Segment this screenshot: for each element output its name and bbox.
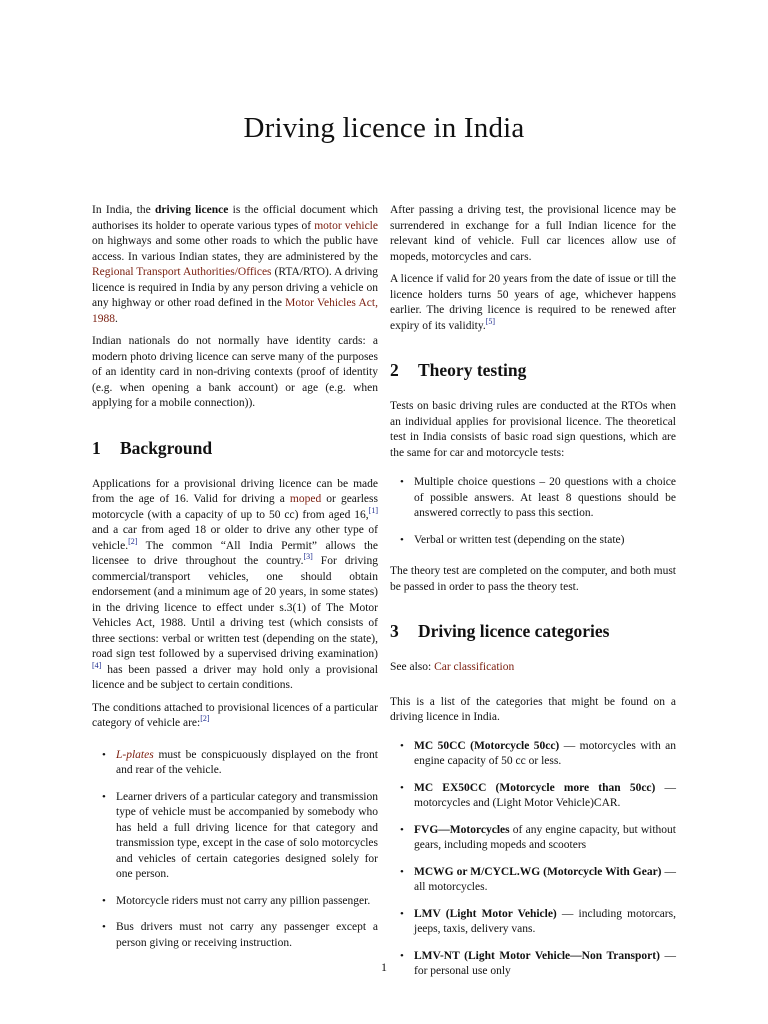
text-run: of any engine capacity, but without gears, including mopeds and scooters bbox=[414, 823, 676, 851]
section-number: 2 bbox=[390, 360, 399, 380]
left-column bbox=[92, 203, 378, 962]
see-also-label: See also: bbox=[390, 661, 435, 673]
section-title: Theory testing bbox=[418, 360, 527, 380]
citation-2[interactable]: [2] bbox=[128, 536, 138, 546]
category-code: MC EX50CC (Motorcycle more than 50cc) bbox=[414, 781, 656, 794]
link-moped[interactable]: moped bbox=[289, 493, 322, 505]
section-title: Background bbox=[120, 437, 213, 458]
category-code: LMV (Light Motor Vehicle) bbox=[414, 907, 557, 920]
page-number: 1 bbox=[381, 960, 387, 974]
licence-categories-list bbox=[390, 739, 676, 980]
text-run: and a car from aged 18 or older to drive any other type of vehicle. bbox=[92, 524, 378, 552]
intro-paragraph-2: Indian nationals do not normally have identity cards: a modern photo driving licence can serve many of the purposes of an identity card in non-driving contexts (proof of identity (e.g. when opening a bank account) or age (e.g. when applying for a mobile connection)). bbox=[92, 335, 378, 409]
text-run: must be conspicuously displayed on the front and rear of the vehicle. bbox=[116, 748, 378, 776]
provisional-conditions-list bbox=[92, 748, 378, 952]
list-item bbox=[414, 823, 676, 854]
section-number: 1 bbox=[92, 437, 101, 458]
text-run: Applications for a provisional driving licence can be made from the age of 16. Valid for driving a bbox=[92, 477, 378, 505]
list-item bbox=[414, 739, 676, 770]
text-run: — motorcycles and (Light Motor Vehicle)CAR. bbox=[414, 781, 676, 809]
link-regional-transport[interactable]: Regional Transport Authorities/Offices bbox=[92, 266, 272, 278]
text-run: — all motorcycles. bbox=[414, 865, 676, 893]
intro-paragraph-1 bbox=[92, 203, 378, 327]
text-run: — motorcycles with an engine capacity of 50 cc or less. bbox=[414, 739, 676, 767]
page-title: Driving licence in India bbox=[243, 112, 525, 144]
citation-3[interactable]: [3] bbox=[303, 552, 313, 562]
citation-4[interactable]: [4] bbox=[92, 660, 102, 670]
list-item: • Bus drivers must not carry any passenger except a person giving or receiving instruction. bbox=[116, 920, 378, 951]
theory-paragraph-1: Tests on basic driving rules are conducted at the RTOs when an individual applies for provisional licence. The theoretical test in India consists of basic road sign questions, which are the same for car and motorcycle tests: bbox=[390, 400, 676, 459]
category-code: MC 50CC (Motorcycle 50cc) bbox=[414, 739, 560, 752]
list-item bbox=[116, 748, 378, 779]
section-title: Driving licence categories bbox=[418, 621, 610, 641]
list-item bbox=[414, 865, 676, 896]
text-run: For driving commercial/transport vehicles, one should obtain endorsement (and a minimum age of 20 years, in some states) in the driving licence to effect under s.3(1) of The Motor Vehicles Act, 1988. Until a driving test (which consists of three sections: verbal or written test (depending on the state), road sign test followed by a supervised driving examination) bbox=[92, 555, 378, 660]
right-paragraph-1: After passing a driving test, the provisional licence may be surrendered in exchange for a full Indian licence for the relevant kind of vehicle. Full car licences allow use of mopeds, motorcycles and cars. bbox=[390, 204, 676, 263]
list-item bbox=[414, 907, 676, 938]
section-heading-background bbox=[92, 438, 378, 458]
see-also bbox=[390, 660, 676, 676]
link-motor-vehicle[interactable]: motor vehicle bbox=[314, 219, 378, 232]
list-item: • Verbal or written test (depending on the state) bbox=[414, 533, 676, 549]
text-run: on highways and some other roads to which the public have access. In various Indian states, they are administered by the bbox=[92, 235, 378, 263]
citation-1[interactable]: [1] bbox=[368, 505, 378, 515]
citation-2b[interactable]: [2] bbox=[200, 714, 210, 724]
citation-5[interactable]: [5] bbox=[485, 316, 496, 326]
background-paragraph-1 bbox=[92, 477, 378, 694]
categories-paragraph-1: This is a list of the categories that might be found on a driving licence in India. bbox=[390, 695, 676, 723]
list-item: • Motorcycle riders must not carry any pillion passenger. bbox=[116, 894, 378, 910]
text-run: A licence if valid for 20 years from the date of issue or till the licence holders turns 50 years of age, whichever happens earlier. The driving licence is required to be renewed after expiry of its validity. bbox=[390, 273, 676, 332]
list-item: • Learner drivers of a particular category and transmission type of vehicle must be accompanied by somebody who has held a full driving licence for that category and transmission type, except in the case of solo motorcycles and vehicles of certain categories designed solely for one person. bbox=[116, 790, 378, 883]
text-run: The common “All India Permit” allows the licensee to drive throughout the country. bbox=[92, 539, 378, 567]
text-run: In India, the bbox=[92, 204, 156, 216]
list-item: • Multiple choice questions – 20 questions with a choice of possible answers. At least 8 questions should be answered correctly to pass this section. bbox=[414, 475, 676, 522]
section-heading-categories bbox=[390, 621, 676, 641]
text-run: . bbox=[115, 312, 118, 325]
text-run: — for personal use only bbox=[414, 949, 676, 977]
section-heading-theory bbox=[390, 360, 676, 380]
right-paragraph-2 bbox=[390, 272, 676, 334]
text-run: has been passed a driver may hold only a provisional licence and be subject to certain conditions. bbox=[92, 663, 378, 691]
link-l-plates[interactable]: L-plates bbox=[116, 748, 154, 761]
right-column bbox=[390, 203, 676, 991]
list-item bbox=[414, 781, 676, 812]
category-code: MCWG or M/CYCL.WG (Motorcycle With Gear) bbox=[414, 865, 662, 878]
theory-paragraph-2: The theory test are completed on the computer, and both must be passed in order to pass the theory test. bbox=[390, 565, 676, 593]
text-run: or gearless motorcycle (with a capacity of up to 50 cc) from aged 16, bbox=[92, 493, 378, 521]
section-number: 3 bbox=[390, 621, 399, 641]
text-run: is the official document which authorises its holder to operate various types of bbox=[92, 204, 378, 232]
link-motor-vehicles-act[interactable]: Motor Vehicles Act, 1988 bbox=[92, 297, 378, 325]
category-code: FVG—Motorcycles bbox=[414, 823, 510, 836]
text-run: — including motorcars, jeeps, taxis, delivery vans. bbox=[414, 907, 676, 935]
background-paragraph-2 bbox=[92, 701, 378, 732]
bold-term: driving licence bbox=[155, 204, 229, 216]
text-run: The conditions attached to provisional licences of a particular category of vehicle are: bbox=[92, 701, 378, 729]
link-car-classification[interactable]: Car classification bbox=[434, 661, 515, 673]
category-code: LMV-NT (Light Motor Vehicle—Non Transport) bbox=[414, 949, 660, 962]
theory-test-list bbox=[390, 475, 676, 548]
text-run: (RTA/RTO). A driving licence is required in India by any person driving a vehicle on any highway or other road defined in the bbox=[92, 266, 378, 309]
